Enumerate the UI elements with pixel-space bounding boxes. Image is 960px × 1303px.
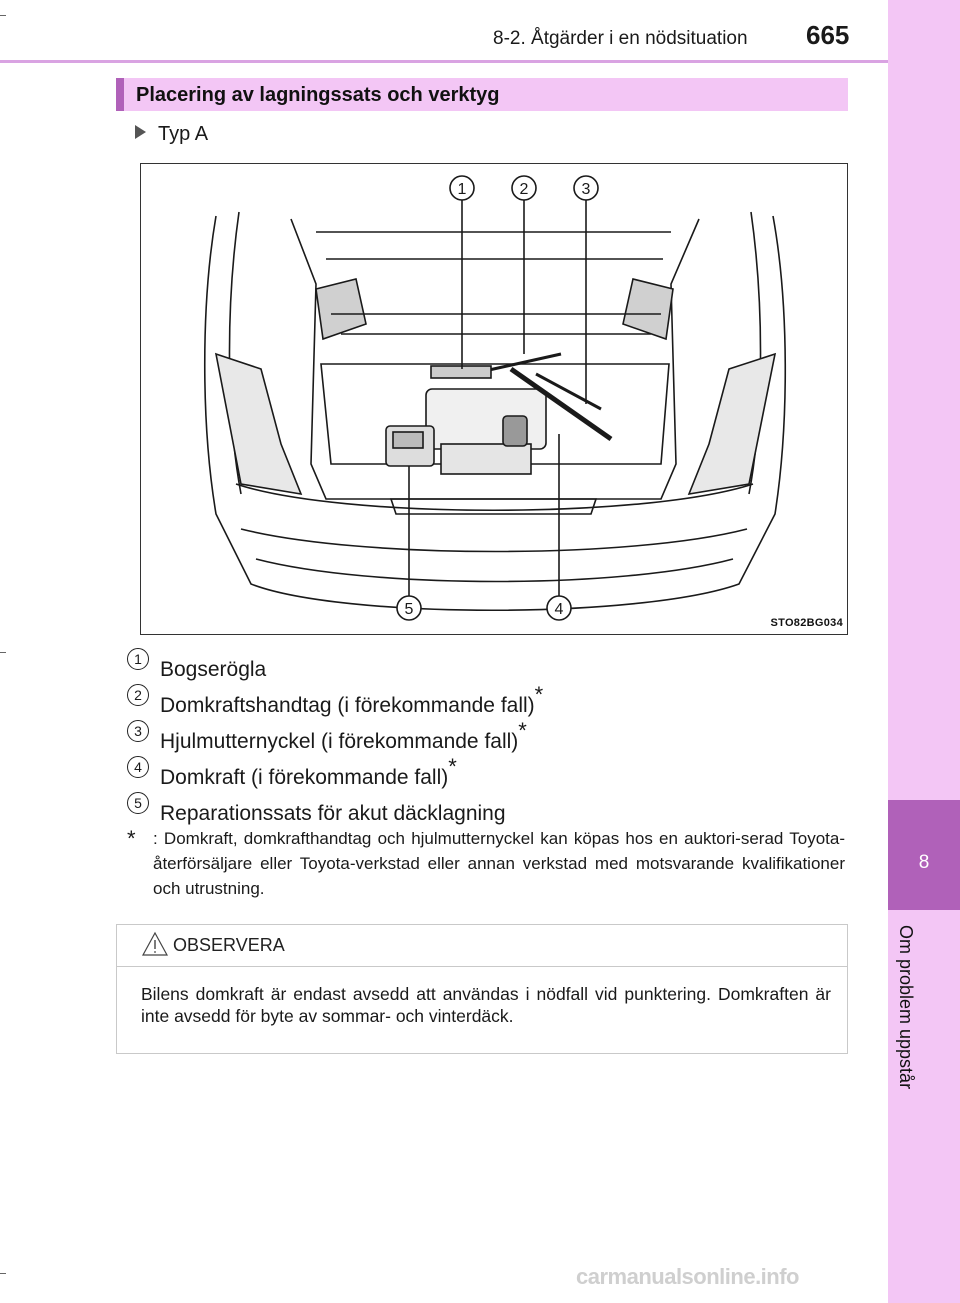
callout-label: 4 <box>554 601 564 618</box>
item-number: 5 <box>127 792 149 814</box>
section-heading-bar <box>116 78 848 111</box>
caution-header <box>117 925 847 967</box>
crop-mark <box>0 652 6 653</box>
item-text: Domkraftshandtag (i förekommande fall) <box>160 694 535 717</box>
footnote-star: * <box>534 682 544 707</box>
item-text: Domkraft (i förekommande fall) <box>160 766 449 789</box>
item-text: Bogserögla <box>160 658 267 681</box>
callout-label: 1 <box>457 181 467 198</box>
watermark: carmanualsonline.info <box>576 1264 799 1289</box>
caution-text: Bilens domkraft är endast avsedd att användas i nödfall vid punktering. Domkraften är inte avsedd för byte av sommar- och vinterdäck. <box>141 984 831 1026</box>
callout-label: 2 <box>519 181 529 198</box>
running-header: 8-2. Åtgärder i en nödsituation <box>493 28 748 49</box>
triangle-bullet-icon <box>135 125 146 139</box>
item-text: Reparationssats för akut däcklagning <box>160 802 506 825</box>
trunk-drawing <box>141 164 848 635</box>
footnote-star: * <box>448 754 457 779</box>
page-number: 665 <box>806 20 850 50</box>
item-number: 3 <box>127 720 149 742</box>
warning-triangle-icon <box>141 930 169 963</box>
footnote <box>127 826 845 901</box>
item-number: 1 <box>127 648 149 670</box>
header-rule <box>0 60 888 63</box>
chapter-number: 8 <box>918 852 930 873</box>
item-number: 2 <box>127 684 149 706</box>
section-heading: Placering av lagningssats och verktyg <box>136 84 500 106</box>
chapter-side-tab <box>888 0 960 1303</box>
crop-mark <box>0 15 6 16</box>
type-label <box>135 123 208 146</box>
item-text: Hjulmutternyckel (i förekommande fall) <box>160 730 519 753</box>
caution-title: OBSERVERA <box>173 935 285 955</box>
crop-mark <box>0 1273 6 1274</box>
item-number: 4 <box>127 756 149 778</box>
callout-label: 3 <box>581 181 591 198</box>
callout-label: 5 <box>404 601 414 618</box>
footnote-star: * <box>127 826 136 851</box>
figure-code: STO82BG034 <box>770 617 843 629</box>
footnote-star: * <box>518 718 527 743</box>
type-label-text: Typ A <box>158 123 209 145</box>
section-heading-stripe <box>116 78 124 111</box>
chapter-label: Om problem uppstår <box>896 925 916 1090</box>
caution-box <box>116 924 848 1054</box>
footnote-text: : Domkraft, domkrafthandtag och hjulmutternyckel kan köpas hos en auktori-serad Toyota-återförsäljare eller Toyota-verkstad eller annan verkstad med motsvarande kvalifikationer och utrustning. <box>153 829 845 898</box>
trunk-illustration <box>140 163 848 635</box>
